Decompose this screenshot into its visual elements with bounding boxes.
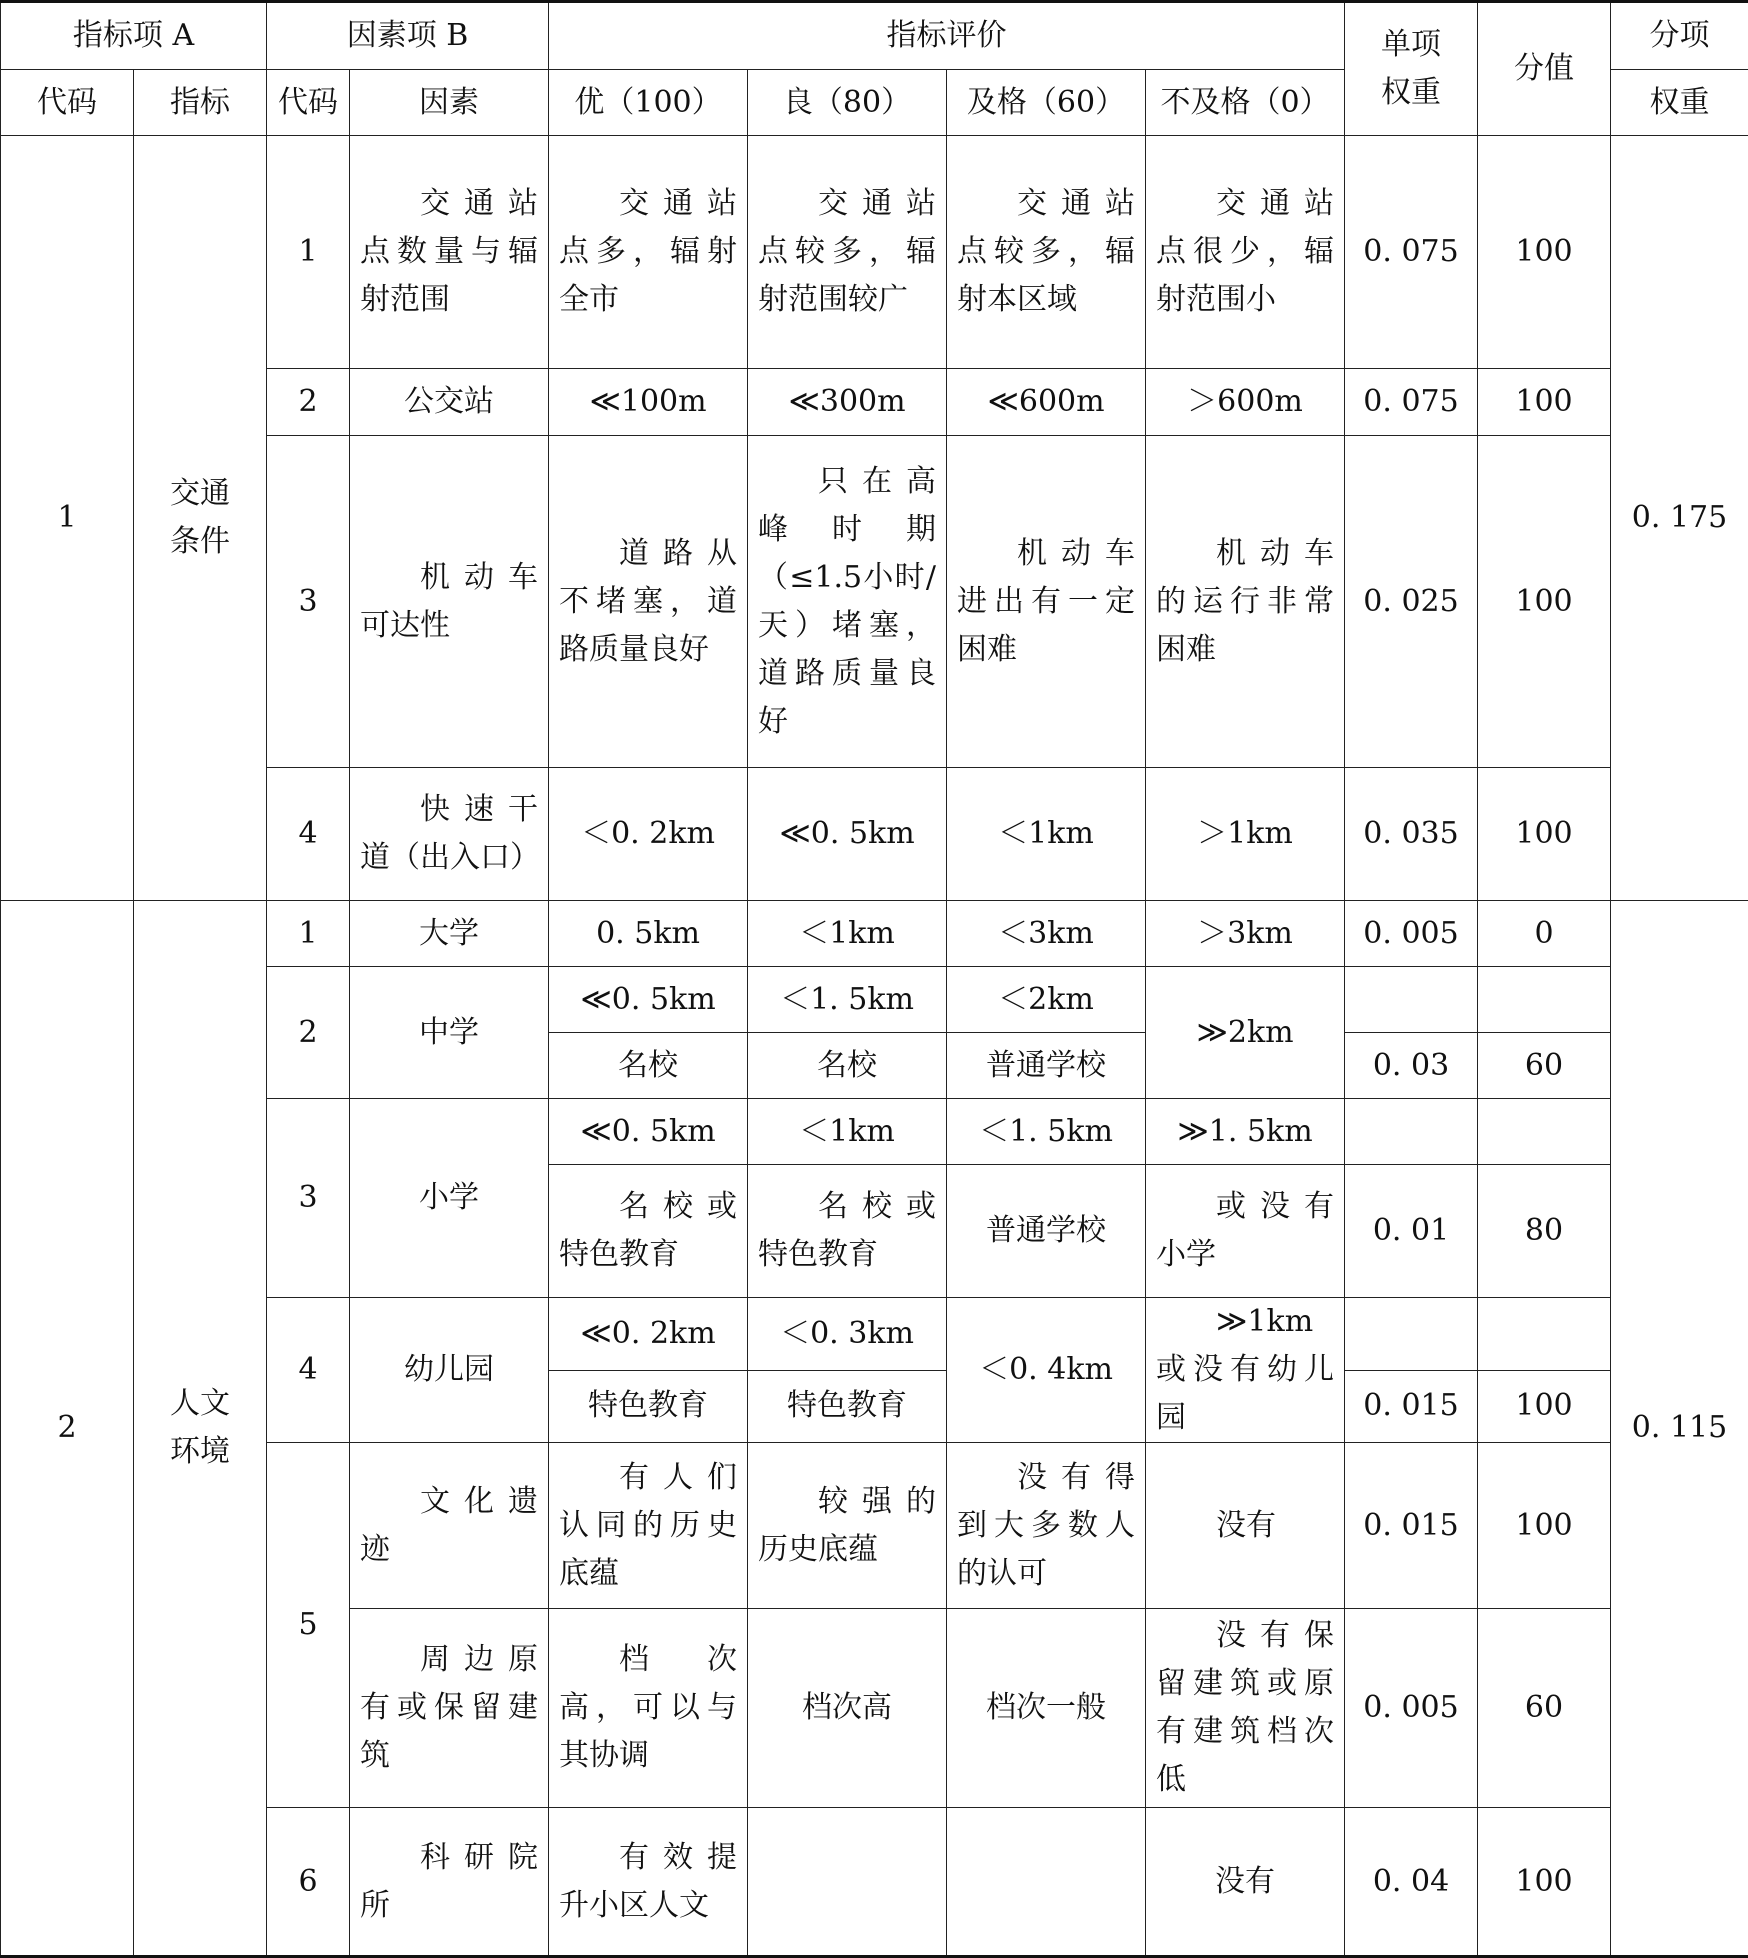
row-pass: 档次一般 xyxy=(947,1609,1146,1808)
row-fail: 没有 xyxy=(1146,1443,1345,1609)
row-fail: ≫1km 或没有幼儿园 xyxy=(1146,1298,1345,1443)
row-factor: 公交站 xyxy=(350,369,549,436)
row-fail: 交通站点很少，辐射范围小 xyxy=(1146,136,1345,369)
row-weight-empty xyxy=(1345,967,1478,1033)
row-excellent-quality: 名校或特色教育 xyxy=(549,1165,748,1298)
row-fail-quality: 或没有小学 xyxy=(1146,1165,1345,1298)
row-factor: 大学 xyxy=(350,901,549,967)
row-score: 100 xyxy=(1478,369,1611,436)
row-score: 100 xyxy=(1478,136,1611,369)
row-excellent: 交通站点多，辐射全市 xyxy=(549,136,748,369)
row-weight: 0. 04 xyxy=(1345,1808,1478,1957)
row-weight: 0. 015 xyxy=(1345,1370,1478,1443)
row-code: 2 xyxy=(267,967,350,1099)
row-good: 较强的历史底蕴 xyxy=(748,1443,947,1609)
row-weight-empty xyxy=(1345,1298,1478,1371)
row-factor: 幼儿园 xyxy=(350,1298,549,1443)
row-good-distance: ＜1km xyxy=(748,1099,947,1165)
row-excellent: 道路从不堵塞，道路质量良好 xyxy=(549,436,748,768)
section-2-code: 2 xyxy=(1,901,134,1957)
header-code-b: 代码 xyxy=(267,70,350,136)
row-fail: 机动车的运行非常困难 xyxy=(1146,436,1345,768)
row-excellent-quality: 名校 xyxy=(549,1033,748,1099)
row-pass-distance: ＜1. 5km xyxy=(947,1099,1146,1165)
row-weight-empty xyxy=(1345,1099,1478,1165)
header-evaluation: 指标评价 xyxy=(549,2,1345,70)
row-pass: ≪600m xyxy=(947,369,1146,436)
section-1-weight: 0. 175 xyxy=(1611,136,1748,901)
row-code: 6 xyxy=(267,1808,350,1957)
row-factor: 中学 xyxy=(350,967,549,1099)
section-2-indicator: 人文 环境 xyxy=(134,901,267,1957)
row-score: 80 xyxy=(1478,1165,1611,1298)
row-weight: 0. 005 xyxy=(1345,1609,1478,1808)
header-pass: 及格（60） xyxy=(947,70,1146,136)
row-pass: 交通站点较多，辐射本区域 xyxy=(947,136,1146,369)
row-score: 100 xyxy=(1478,1370,1611,1443)
row-code: 4 xyxy=(267,768,350,901)
row-factor: 文化遗迹 xyxy=(350,1443,549,1609)
row-excellent-distance: ≪0. 5km xyxy=(549,1099,748,1165)
row-pass: ＜1km xyxy=(947,768,1146,901)
row-pass-distance: ＜2km xyxy=(947,967,1146,1033)
row-pass: 机动车进出有一定困难 xyxy=(947,436,1146,768)
section-2-weight: 0. 115 xyxy=(1611,901,1748,1957)
row-good: ＜1km xyxy=(748,901,947,967)
row-score: 100 xyxy=(1478,1443,1611,1609)
row-excellent: ≪100m xyxy=(549,369,748,436)
row-factor: 科研院所 xyxy=(350,1808,549,1957)
row-weight: 0. 075 xyxy=(1345,369,1478,436)
row-weight: 0. 075 xyxy=(1345,136,1478,369)
row-factor: 周边原有或保留建筑 xyxy=(350,1609,549,1808)
row-factor: 快速干道（出入口） xyxy=(350,768,549,901)
row-good: 档次高 xyxy=(748,1609,947,1808)
row-code: 3 xyxy=(267,1099,350,1298)
row-factor: 小学 xyxy=(350,1099,549,1298)
row-pass-quality: 普通学校 xyxy=(947,1033,1146,1099)
row-excellent: 有效提升小区人文 xyxy=(549,1808,748,1957)
row-score-empty xyxy=(1478,1298,1611,1371)
section-1-code: 1 xyxy=(1,136,134,901)
row-excellent: 0. 5km xyxy=(549,901,748,967)
row-fail: 没有保留建筑或原有建筑档次低 xyxy=(1146,1609,1345,1808)
row-score: 0 xyxy=(1478,901,1611,967)
row-code: 3 xyxy=(267,436,350,768)
header-excellent: 优（100） xyxy=(549,70,748,136)
row-fail: 没有 xyxy=(1146,1808,1345,1957)
row-good-quality: 特色教育 xyxy=(748,1370,947,1443)
row-factor: 交通站点数量与辐射范围 xyxy=(350,136,549,369)
row-code: 1 xyxy=(267,901,350,967)
section-1-indicator: 交通 条件 xyxy=(134,136,267,901)
row-good-quality: 名校或特色教育 xyxy=(748,1165,947,1298)
header-sub-weight-bottom: 权重 xyxy=(1611,70,1748,136)
row-code: 5 xyxy=(267,1443,350,1808)
row-code: 1 xyxy=(267,136,350,369)
header-group-a: 指标项 A xyxy=(1,2,267,70)
header-sub-weight-top: 分项 xyxy=(1611,2,1748,70)
row-code: 4 xyxy=(267,1298,350,1443)
row-good: ≪0. 5km xyxy=(748,768,947,901)
row-pass: 没有得到大多数人的认可 xyxy=(947,1443,1146,1609)
row-weight: 0. 035 xyxy=(1345,768,1478,901)
row-score-empty xyxy=(1478,1099,1611,1165)
row-good: 只在高峰时期（≤1.5小时/天）堵塞，道路质量良好 xyxy=(748,436,947,768)
header-group-b: 因素项 B xyxy=(267,2,549,70)
row-score: 60 xyxy=(1478,1033,1611,1099)
row-weight: 0. 015 xyxy=(1345,1443,1478,1609)
row-fail: ≫2km xyxy=(1146,967,1345,1099)
row-weight: 0. 03 xyxy=(1345,1033,1478,1099)
row-excellent: 档次高，可以与其协调 xyxy=(549,1609,748,1808)
row-fail-distance: ≫1. 5km xyxy=(1146,1099,1345,1165)
row-fail: ＞3km xyxy=(1146,901,1345,967)
row-score-empty xyxy=(1478,967,1611,1033)
row-good-distance: ＜1. 5km xyxy=(748,967,947,1033)
row-weight: 0. 005 xyxy=(1345,901,1478,967)
row-pass: ＜3km xyxy=(947,901,1146,967)
row-good xyxy=(748,1808,947,1957)
row-good: 交通站点较多，辐射范围较广 xyxy=(748,136,947,369)
header-code-a: 代码 xyxy=(1,70,134,136)
row-pass-quality: 普通学校 xyxy=(947,1165,1146,1298)
row-excellent-quality: 特色教育 xyxy=(549,1370,748,1443)
header-good: 良（80） xyxy=(748,70,947,136)
header-indicator: 指标 xyxy=(134,70,267,136)
row-excellent: 有人们认同的历史底蕴 xyxy=(549,1443,748,1609)
row-pass: ＜0. 4km xyxy=(947,1298,1146,1443)
row-weight: 0. 025 xyxy=(1345,436,1478,768)
row-good-distance: ＜0. 3km xyxy=(748,1298,947,1371)
header-fail: 不及格（0） xyxy=(1146,70,1345,136)
row-good-quality: 名校 xyxy=(748,1033,947,1099)
row-score: 100 xyxy=(1478,1808,1611,1957)
row-fail: ＞600m xyxy=(1146,369,1345,436)
row-fail: ＞1km xyxy=(1146,768,1345,901)
row-excellent-distance: ≪0. 2km xyxy=(549,1298,748,1371)
row-good: ≪300m xyxy=(748,369,947,436)
row-excellent: ＜0. 2km xyxy=(549,768,748,901)
header-factor: 因素 xyxy=(350,70,549,136)
row-score: 100 xyxy=(1478,436,1611,768)
row-pass xyxy=(947,1808,1146,1957)
row-score: 60 xyxy=(1478,1609,1611,1808)
row-score: 100 xyxy=(1478,768,1611,901)
row-code: 2 xyxy=(267,369,350,436)
row-weight: 0. 01 xyxy=(1345,1165,1478,1298)
row-excellent-distance: ≪0. 5km xyxy=(549,967,748,1033)
row-factor: 机动车可达性 xyxy=(350,436,549,768)
header-score: 分值 xyxy=(1478,2,1611,136)
header-single-weight: 单项 权重 xyxy=(1345,2,1478,136)
